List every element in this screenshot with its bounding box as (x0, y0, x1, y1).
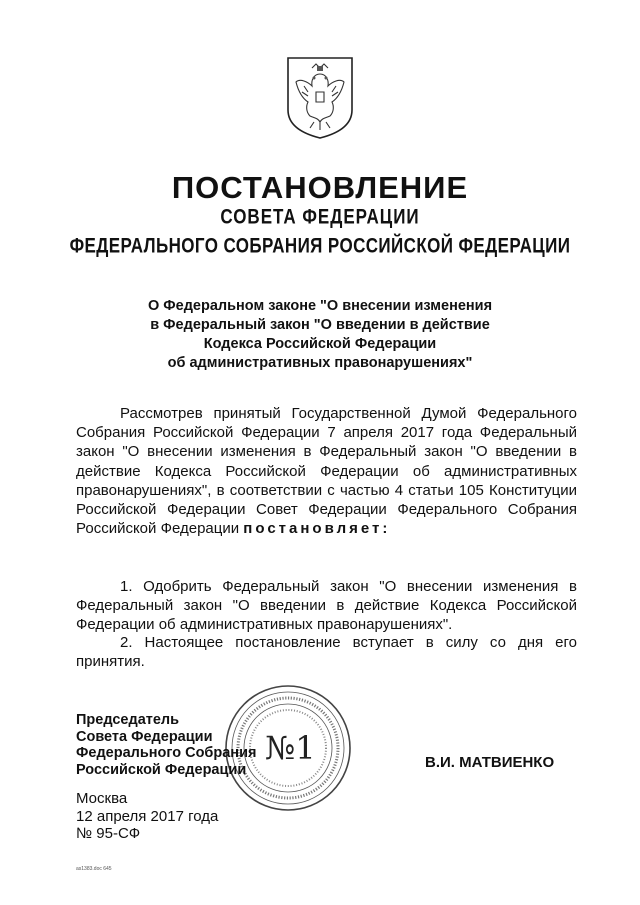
place-and-date (76, 790, 218, 843)
signatory-name: В.И. МАТВИЕНКО (425, 754, 555, 771)
signatory-title (76, 712, 256, 778)
signatory-title-line: Совета Федерации (76, 728, 213, 745)
document-reference: as1383.doc 645 (76, 866, 112, 872)
issuer-line-2: ФЕДЕРАЛЬНОГО СОБРАНИЯ РОССИЙСКОЙ ФЕДЕРАЦИИ (69, 233, 571, 258)
signatory-title-line: Федерального Собрания (76, 745, 257, 761)
subject-line: об административных правонарушениях" (167, 355, 473, 371)
document-subject (80, 297, 560, 373)
resolves-word: постановляет: (243, 520, 391, 538)
subject-line: О Федеральном законе "О внесении изменения (147, 298, 493, 314)
signatory-title-line: Председатель (76, 712, 180, 728)
coat-of-arms-icon (284, 52, 356, 140)
preamble-text: Рассмотрев принятый Государственной Думой Федерального Собрания Российской Федерации 7 апреля 2017 года Федеральный закон "О внесении изменения в Федеральный закон "О введении в действие Кодекса Российской Федерации об административных правонарушениях", в соответствии с частью 4 статьи 105 Конституции Российской Федерации Совет Федерации Федерального Собрания Российской Федерации (76, 405, 577, 538)
preamble-paragraph (76, 404, 577, 538)
resolution-item-1: 1. Одобрить Федеральный закон "О внесении изменения в Федеральный закон "О введении в действие Кодекса Российской Федерации об административных правонарушениях". (76, 578, 577, 634)
city: Москва (76, 790, 128, 807)
document-number: № 95-СФ (76, 825, 141, 842)
document-title: ПОСТАНОВЛЕНИЕ (171, 170, 469, 205)
seal-number: №1 (265, 729, 316, 767)
date: 12 апреля 2017 года (76, 807, 219, 825)
signatory-title-line: Российской Федерации (76, 761, 247, 778)
subject-line: Кодекса Российской Федерации (203, 336, 437, 352)
subject-line: в Федеральный закон "О введении в действие (150, 317, 490, 333)
issuer-line-1: СОВЕТА ФЕДЕРАЦИИ (220, 204, 420, 229)
resolution-item-2: 2. Настоящее постановление вступает в силу со дня его принятия. (76, 634, 577, 671)
